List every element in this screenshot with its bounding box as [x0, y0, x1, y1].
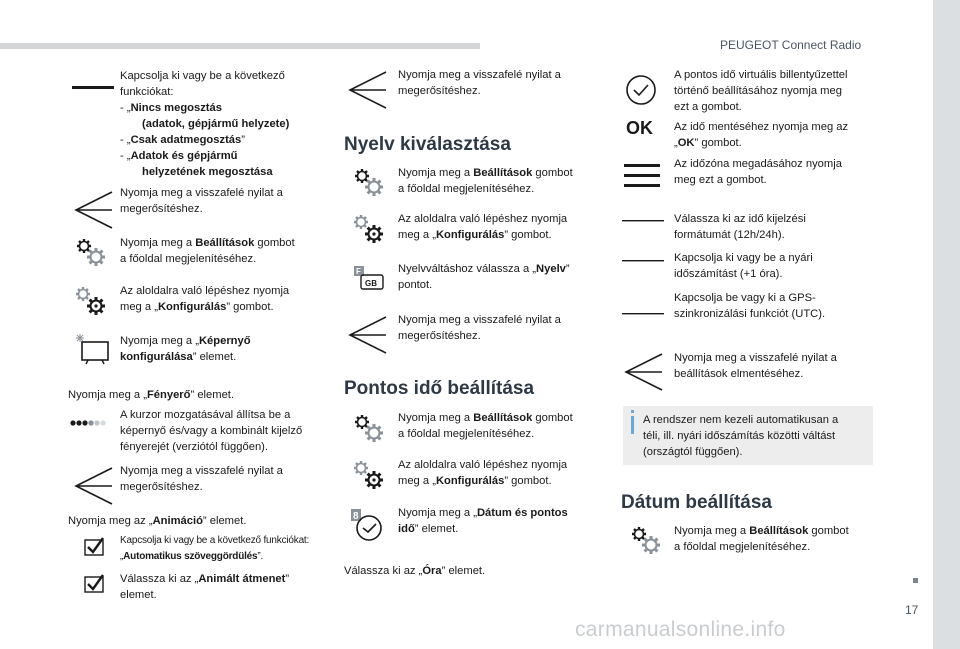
col3-keyboard-text: A pontos idő virtuális billentyűzettel történő beállításához nyomja meg ezt a gombot. [674, 69, 848, 113]
col1-screen-text: Nyomja meg a „Képernyő konfigurálása” elemet. [120, 335, 251, 363]
info-icon [631, 410, 634, 413]
settings-icon [353, 413, 385, 445]
screen-brightness-icon [74, 333, 110, 365]
col1-animation-line: Nyomja meg az „Animáció” elemet. [68, 515, 247, 527]
time-heading: Pontos idő beállítása [344, 378, 535, 399]
settings-icon [353, 167, 385, 199]
date-time-icon [350, 508, 384, 542]
checkbox-icon [84, 573, 106, 595]
col3-timezone-text: Az időzóna megadásához nyomja meg ezt a gombot. [674, 158, 842, 186]
toggle-line-icon [622, 312, 664, 316]
back-arrow-icon [346, 315, 390, 355]
configuration-icon [75, 285, 107, 317]
col1-brightness-line: Nyomja meg a „Fényerő” elemet. [68, 389, 235, 401]
col2-hour-line: Válassza ki az „Óra” elemet. [344, 565, 486, 577]
page-marker [913, 578, 918, 583]
col1-back-text: Nyomja meg a visszafelé nyilat a megerősítéshez. [120, 187, 283, 215]
back-arrow-icon [346, 70, 390, 110]
col1-transition-text: Válassza ki az „Animált átmenet” elemet. [120, 573, 290, 601]
col1-brightness-text: A kurzor mozgatásával állítsa be a képernyő és/vagy a kombinált kijelző fényerejét (verziótól függően). [120, 409, 303, 453]
settings-icon [75, 237, 107, 269]
header-rule [0, 43, 480, 49]
toggle-line-icon [622, 259, 664, 263]
col1-config-text: Az aloldalra való lépéshez nyomja meg a „Konfigurálás” gombot. [120, 285, 290, 313]
timezone-list-icon [624, 162, 660, 190]
col2-back-text: Nyomja meg a visszafelé nyilat a megerősítéshez. [398, 69, 561, 97]
back-arrow-icon [622, 352, 666, 392]
col2-back-text-2: Nyomja meg a visszafelé nyilat a megerősítéshez. [398, 314, 561, 342]
info-text: A rendszer nem kezeli automatikusan a téli, ill. nyári időszámítás közötti váltást (országtól függően). [643, 414, 839, 458]
page-number: 17 [905, 603, 919, 617]
keyboard-confirm-icon [624, 73, 658, 107]
brightness-slider-icon [70, 419, 110, 427]
col1-back-text-2: Nyomja meg a visszafelé nyilat a megerősítéshez. [120, 465, 283, 493]
menu-line-icon [72, 85, 114, 93]
back-arrow-icon [72, 190, 116, 230]
back-arrow-icon [72, 466, 116, 506]
col2-settings-text: Nyomja meg a Beállítások gombot a főoldal megjelenítéséhez. [398, 167, 573, 195]
col3-dst-text: Kapcsolja ki vagy be a nyári időszámítást (+1 óra). [674, 252, 813, 280]
col3-back-text: Nyomja meg a visszafelé nyilat a beállítások elmentéséhez. [674, 352, 837, 380]
col2-datetime-text: Nyomja meg a „Dátum és pontos idő” elemet. [398, 507, 568, 535]
col3-settings-text: Nyomja meg a Beállítások gombot a főoldal megjelenítéséhez. [674, 525, 849, 553]
settings-icon [630, 525, 662, 557]
svg-text:GB: GB [365, 279, 377, 288]
checkbox-icon [84, 536, 106, 558]
ok-icon: OK [626, 118, 653, 138]
col2-language-text: Nyelvváltáshoz válassza a „Nyelv” pontot. [398, 263, 570, 291]
svg-text:F: F [356, 267, 361, 276]
col3-format-text: Válassza ki az idő kijelzési formátumát (12h/24h). [674, 213, 806, 241]
language-heading: Nyelv kiválasztása [344, 134, 511, 155]
col1-share-block: Kapcsolja ki vagy be a következő funkciókat: - „Nincs megosztás (adatok, gépjármű helyzete) - „Csak adatmegosztás” - „Adatok és gépjármű helyzetének megosztása [120, 70, 290, 178]
col3-gps-text: Kapcsolja be vagy ki a GPS- szinkronizálási funkciót (UTC). [674, 292, 826, 320]
date-heading: Dátum beállítása [621, 492, 772, 513]
info-box [623, 406, 873, 465]
col1-scroll-text: Kapcsolja ki vagy be a következő funkciókat: „Automatikus szöveggördülés”. [120, 535, 310, 562]
toggle-line-icon [622, 219, 664, 223]
col2-settings-text-2: Nyomja meg a Beállítások gombot a főoldal megjelenítéséhez. [398, 412, 573, 440]
svg-text:8: 8 [353, 511, 359, 522]
col1-settings-text: Nyomja meg a Beállítások gombot a főoldal megjelenítéséhez. [120, 237, 295, 265]
configuration-icon [353, 213, 385, 245]
language-flag-icon [352, 264, 386, 294]
col3-ok-text: Az idő mentéséhez nyomja meg az „OK” gombot. [674, 121, 849, 149]
col2-config-text-2: Az aloldalra való lépéshez nyomja meg a „Konfigurálás” gombot. [398, 459, 568, 487]
header-title: PEUGEOT Connect Radio [720, 38, 862, 52]
configuration-icon [353, 459, 385, 491]
watermark: carmanualsonline.info [575, 618, 786, 641]
page-side-band [933, 0, 960, 649]
col2-config-text: Az aloldalra való lépéshez nyomja meg a „Konfigurálás” gombot. [398, 213, 568, 241]
